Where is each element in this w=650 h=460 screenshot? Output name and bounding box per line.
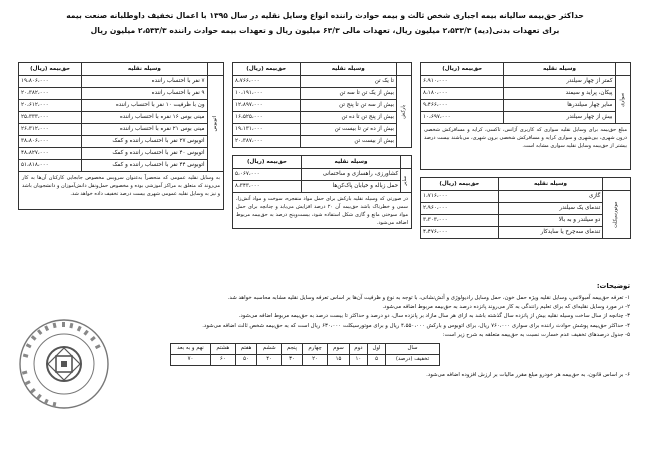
col-premium-header: حق‌بیمه (ریال) bbox=[421, 178, 499, 191]
vehicle-cell: اتوبوس ۲۷ نفر با احتساب راننده و کمک bbox=[82, 136, 207, 148]
vehicle-cell: پیکان، پراید و سیمند bbox=[504, 88, 615, 100]
explanation-item: ۵- جدول درصدهای تخفیف عدم خسارت نسبت به حق‌بیمه متعلقه به شرح زیر است: bbox=[442, 331, 630, 338]
discount-percent-cell: ۱۰ bbox=[349, 355, 367, 366]
vehicle-cell: اتوبوس ۴۴ نفر با احتساب راننده و کمک bbox=[82, 160, 207, 172]
premium-cell: ۲۰،۳۸۷،۰۰۰ bbox=[233, 136, 301, 148]
discount-percent-cell: ۳۰ bbox=[282, 355, 303, 366]
col-premium-header: حق‌بیمه (ریال) bbox=[421, 63, 504, 76]
premium-cell: ۲،۹۶۰،۰۰۰ bbox=[421, 203, 499, 215]
premium-cell: ۱،۷۱۶،۰۰۰ bbox=[421, 191, 499, 203]
vehicle-cell: ۷ نفر با احتساب راننده bbox=[82, 76, 207, 88]
discount-percent-cell: ۱۵ bbox=[328, 355, 350, 366]
discount-year-cell: اول bbox=[368, 344, 386, 355]
left-block bbox=[18, 62, 224, 210]
group-label-motorcycles: موتورسیکلت bbox=[603, 191, 631, 239]
middle-block bbox=[232, 62, 412, 229]
group-label-buses: اتوبوس bbox=[207, 76, 223, 172]
vehicle-cell: بیش از پنج تن تا ده تن bbox=[300, 112, 396, 124]
vehicle-cell: بیش از یک تن تا سه تن bbox=[300, 88, 396, 100]
premium-cell: ۸،۱۸۰،۰۰۰ bbox=[421, 88, 504, 100]
col-premium-header: حق‌بیمه (ریال) bbox=[233, 63, 301, 76]
premium-cell: ۱۹،۱۳۱،۰۰۰ bbox=[233, 124, 301, 136]
group-label-other: سایر bbox=[401, 169, 412, 193]
col-vehicle-header: وسیله نقلیه bbox=[301, 156, 400, 169]
col-vehicle-header: وسیله نقلیه bbox=[504, 63, 615, 76]
title-line-1: حداکثر حق‌بیمه سالیانه بیمه اجباری شخص ثالث و بیمه حوادث راننده انواع وسایل نقلیه در سال ۱۳۹۵ با اعمال تخفیف داوطلبانه صنعت بیمه bbox=[66, 11, 584, 20]
premium-cell: ۳،۳۰۳،۰۰۰ bbox=[421, 215, 499, 227]
col-vehicle-header: وسیله نقلیه bbox=[498, 178, 603, 191]
page-title bbox=[20, 8, 630, 38]
private-cars-note: مبلغ حق‌بیمه برای وسایل نقلیه سواری که کاربری آژانس، تاکسی، کرایه و مسافرکش شخصی درون شهری، بین‌شهری و سواری کرایه و مسافرکش شخصی برون شهری، می‌باشند بیست درصد بیشتر از حق‌بیمه وسایل نقلیه سواری مشابه است. bbox=[420, 124, 631, 170]
premium-cell: ۴،۴۷۶،۰۰۰ bbox=[421, 227, 499, 239]
discount-year-cell: نهم و به بعد bbox=[171, 344, 211, 355]
premium-cell: ۱۲،۸۹۷،۰۰۰ bbox=[233, 100, 301, 112]
explanation-item: ۱- تعرفه حق‌بیمه آمبولانس، وسایل نقلیه ویژه حمل خون، حمل وسایل رادیولوژی و آتش‌نشانی، با توجه به نوع و ظرفیت آن‌ها بر اساس تعرفه وسایل نقلیه مشابه محاسبه خواهد شد. bbox=[227, 295, 630, 301]
premium-cell: ۲۰،۳۸۲،۰۰۰ bbox=[19, 88, 82, 100]
buses-discount-note: به وسایل نقلیه عمومی که منحصراً به‌عنوان سرویس مخصوص جابجایی کارکنان آن‌ها به کار می‌روند که متعلق به مراکز آموزشی بوده و مخصوص حمل‌ونقل دانش‌آموزان و دانشجویان باشد و نیز به وسایل نقلیه عمومی شهری بیست درصد تخفیف داده خواهد شد. bbox=[18, 172, 224, 210]
discount-year-cell: ششم bbox=[257, 344, 282, 355]
discount-year-cell: پنجم bbox=[282, 344, 303, 355]
vehicle-cell: بیش از بیست تن bbox=[300, 136, 396, 148]
premium-cell: ۱۹،۸۰۶،۰۰۰ bbox=[19, 76, 82, 88]
vehicle-cell: حمل زباله و خیابان پاک‌کن‌ها bbox=[301, 181, 400, 193]
premium-cell: ۹،۴۶۶،۰۰۰ bbox=[421, 100, 504, 112]
group-label-trucks: بارکش bbox=[396, 76, 411, 148]
discount-year-cell: دوم bbox=[349, 344, 367, 355]
vehicle-cell: ۹ نفر با احتساب راننده bbox=[82, 88, 207, 100]
central-insurance-seal bbox=[18, 318, 110, 410]
vehicle-cell: بیش از ده تن تا بیست تن bbox=[300, 124, 396, 136]
discount-percent-cell: ۷۰ bbox=[171, 355, 211, 366]
vehicle-cell: بیش از سه تن تا پنج تن bbox=[300, 100, 396, 112]
other-vehicles-table bbox=[232, 155, 412, 193]
premium-cell: ۴۸،۸۲۷،۰۰۰ bbox=[19, 148, 82, 160]
discount-percent-cell: ۵ bbox=[368, 355, 386, 366]
vehicle-cell: تا یک تن bbox=[300, 76, 396, 88]
buses-table bbox=[18, 62, 224, 172]
explanations bbox=[202, 282, 630, 340]
vehicle-cell: سایر چهار سیلندرها bbox=[504, 100, 615, 112]
vehicle-cell: کمتر از چهار سیلندر bbox=[504, 76, 615, 88]
discount-row-label-percent: تخفیف (درصد) bbox=[386, 355, 440, 366]
vehicle-cell: ون با ظرفیت ۱۰ نفر با احتساب راننده bbox=[82, 100, 207, 112]
premium-cell: ۸،۷۶۶،۰۰۰ bbox=[233, 76, 301, 88]
explanation-item: ۳- چنانچه از سال ساخت وسیله نقلیه بیش از پانزده سال گذشته باشد به ازای هر سال مازاد بر پانزده سال، دو درصد و حداکثر تا بیست درصد به حق‌بیمه مربوط اضافه می‌شود. bbox=[238, 313, 630, 320]
premium-cell: ۱۰،۶۹۷،۰۰۰ bbox=[421, 112, 504, 124]
col-vehicle-header: وسیله نقلیه bbox=[300, 63, 396, 76]
col-premium-header: حق‌بیمه (ریال) bbox=[233, 156, 302, 169]
trucks-table bbox=[232, 62, 412, 148]
vehicle-cell: بیش از چهار سیلندر bbox=[504, 112, 615, 124]
premium-cell: ۲۵،۳۳۳،۰۰۰ bbox=[19, 112, 82, 124]
vehicle-cell: مینی بوس ۱۶ نفره با احتساب راننده bbox=[82, 112, 207, 124]
premium-cell: ۶،۹۱۰،۰۰۰ bbox=[421, 76, 504, 88]
discount-year-cell: چهارم bbox=[302, 344, 327, 355]
premium-cell: ۱۶،۵۲۵،۰۰۰ bbox=[233, 112, 301, 124]
vehicle-cell: گازی bbox=[498, 191, 603, 203]
seal-logo-icon bbox=[18, 318, 110, 410]
right-block bbox=[420, 62, 631, 239]
col-premium-header: حق‌بیمه (ریال) bbox=[19, 63, 82, 76]
premium-cell: ۵،۰۶۷،۰۰۰ bbox=[233, 169, 302, 181]
no-claim-discount-table bbox=[170, 343, 440, 366]
title-line-2: برای تعهدات بدنی(دیه) ۲،۵۳۳/۳ میلیون ریال، تعهدات مالی ۶۳/۳ میلیون ریال و تعهدات بیمه حوادث راننده ۲،۵۳۳/۳ میلیون ریال bbox=[90, 26, 560, 35]
premium-cell: ۵۱،۸۱۸،۰۰۰ bbox=[19, 160, 82, 172]
explanation-item: ۴- حداکثر حق‌بیمه پوشش حوادث راننده برای سواری ۷۶۰،۰۰۰ ریال، برای اتوبوس و بارکش ۴،۵۵۰،۰۰۰ ریال و برای موتورسیکلت ۶۳۰،۰۰۰ ریال است که به حق‌بیمه شخص ثالث اضافه می‌شود. bbox=[202, 322, 630, 329]
motorcycles-table bbox=[420, 177, 631, 239]
vehicle-cell: مینی بوس ۲۱ نفره با احتساب راننده bbox=[82, 124, 207, 136]
discount-percent-cell: ۴۰ bbox=[257, 355, 282, 366]
private-cars-table bbox=[420, 62, 631, 124]
premium-cell: ۲۶،۳۱۲،۰۰۰ bbox=[19, 124, 82, 136]
vehicle-cell: تندمای سه‌چرخ یا سایدکار bbox=[498, 227, 603, 239]
vehicle-cell: کشاورزی، راهسازی و ساختمانی bbox=[301, 169, 400, 181]
trucks-hazard-note: در صورتی که وسیله نقلیه بارکش برای حمل مواد منفجره، سوخت و مواد آتش‌زا، سمی و خطرناک باشد حق‌بیمه آن ۲۰ درصد افزایش می‌یابد و چنانچه برای حمل مواد سوختی مانع و گازی شکل استفاده شود، بیست‌وپنج درصد به حق‌بیمه مربوط اضافه می‌شود. bbox=[232, 193, 412, 229]
discount-row-label-year: سال bbox=[386, 344, 440, 355]
discount-year-cell: هشتم bbox=[211, 344, 236, 355]
premium-cell: ۲۰،۶۱۲،۰۰۰ bbox=[19, 100, 82, 112]
discount-year-cell: هفتم bbox=[235, 344, 257, 355]
premium-cell: ۳۸،۸۰۶،۰۰۰ bbox=[19, 136, 82, 148]
discount-year-cell: سوم bbox=[328, 344, 350, 355]
premium-cell: ۸،۳۴۳،۰۰۰ bbox=[233, 181, 302, 193]
vehicle-cell: دو سیلندر و به بالا bbox=[498, 215, 603, 227]
group-label-private-cars: سواری bbox=[615, 76, 631, 124]
premium-cell: ۱۰،۱۹۱،۰۰۰ bbox=[233, 88, 301, 100]
vehicle-cell: اتوبوس ۴۰ نفر با احتساب راننده و کمک bbox=[82, 148, 207, 160]
explanations-title: توضیحات: bbox=[596, 282, 630, 290]
discount-percent-cell: ۵۰ bbox=[235, 355, 257, 366]
vehicle-cell: تندمای یک سیلندر bbox=[498, 203, 603, 215]
discount-percent-cell: ۲۰ bbox=[302, 355, 327, 366]
vat-note: ۶- بر اساس قانون، به حق‌بیمه هر خودرو مبلغ مقرر مالیات بر ارزش افزوده اضافه می‌شود. bbox=[426, 372, 630, 378]
discount-percent-cell: ۶۰ bbox=[211, 355, 236, 366]
col-vehicle-header: وسیله نقلیه bbox=[82, 63, 207, 76]
explanation-item: ۲- در مورد وسایل نقلیه‌ای که برای تعلیم رانندگی به کار می‌روند پانزده درصد به حق‌بیمه مربوط اضافه می‌شود. bbox=[382, 304, 630, 311]
